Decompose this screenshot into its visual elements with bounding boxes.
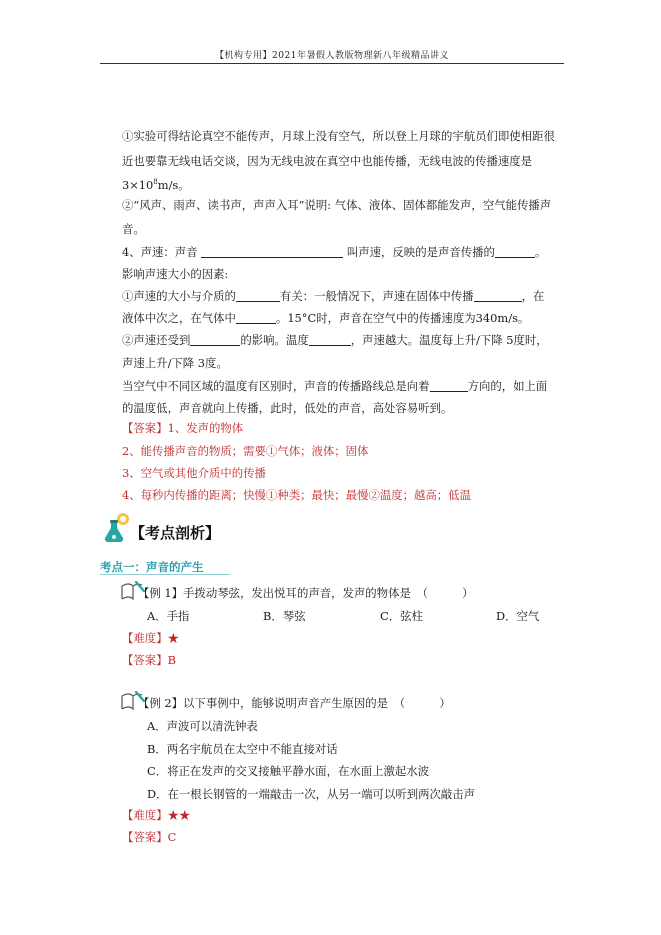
ex1-option-b: B．琴弦 <box>263 609 306 623</box>
f1-text-a: ①声速的大小与介质的 <box>122 289 236 303</box>
ex2-option-c: C．将正在发声的交叉接触平静水面，在水面上激起水波 <box>147 764 430 778</box>
answer-line: 4、每秒内传播的距离；快慢①种类；最快；最慢②温度；越高；低温 <box>122 488 471 502</box>
answer-line: 【答案】1、发声的物体 <box>122 421 244 435</box>
f1-text-c: ，在 <box>521 289 545 303</box>
fill-blank <box>190 333 240 346</box>
f2-text-b: 的影响。温度 <box>240 333 309 347</box>
ex1-difficulty <box>122 630 179 646</box>
p3-text-a: 当空气中不同区域的温度有区别时，声音的传播路线总是向着 <box>122 379 430 393</box>
factor-2 <box>122 332 548 348</box>
f2-text-c: ，声速越大。温度每上升/下降 5度时， <box>350 333 548 347</box>
answer-label: 【答案】 <box>122 830 168 844</box>
fill-blank <box>236 311 276 324</box>
fill-blank <box>201 245 343 258</box>
text-line: 近也要靠无线电话交谈，因为无线电波在真空中也能传播，无线电波的传播速度是 <box>122 154 533 168</box>
header-rule <box>100 63 564 64</box>
text-line <box>122 177 190 193</box>
section-title: 【考点剖析】 <box>130 524 221 542</box>
difficulty-label: 【难度】 <box>122 808 168 822</box>
f1-text-b: 有关：一般情况下，声速在固体中传播 <box>279 289 474 303</box>
fill-blank <box>430 379 468 392</box>
ex2-option-d: D．在一根长钢管的一端敲击一次，从另一端可以听到两次敲击声 <box>147 787 476 801</box>
f1-text-e: 。15°C时，声音在空气中的传播速度为340m/s。 <box>275 311 530 325</box>
text-line: 影响声速大小的因素: <box>122 267 229 281</box>
page-header: 【机构专用】2021年暑假人教版物理新八年级精品讲义 <box>215 51 449 61</box>
speed-base: 3×10 <box>122 178 154 192</box>
factor-1 <box>122 288 544 304</box>
p3-text-b: 方向的，如上面 <box>467 379 548 393</box>
answer-value: B <box>167 653 176 667</box>
speed-exponent: 8 <box>153 178 158 186</box>
difficulty-stars: ★★ <box>167 808 191 822</box>
topic-heading: 考点一：声音的产生 <box>100 560 204 574</box>
factor-2-cont: 声速上升/下降 3度。 <box>122 356 228 370</box>
topic-rule <box>100 574 230 575</box>
ex1-answer <box>122 652 176 668</box>
fill-blank <box>474 289 522 302</box>
speed-unit: m/s。 <box>157 178 190 192</box>
answer-value: C <box>167 830 177 844</box>
text-line: ①实验可得结论真空不能传声，月球上没有空气，所以登上月球的宇航员们即使相距很 <box>122 129 555 143</box>
ex1-option-d: D．空气 <box>496 609 540 623</box>
q4-text-c: 。 <box>534 245 547 259</box>
q4-text-b: 叫声速，反映的是声音传播的 <box>346 245 495 259</box>
answer-label: 【答案】 <box>122 653 168 667</box>
ex1-option-a: A．手指 <box>147 609 190 623</box>
ex2-option-a: A．声波可以清洗钟表 <box>147 719 258 733</box>
difficulty-label: 【难度】 <box>122 631 168 645</box>
ex2-difficulty <box>122 807 190 823</box>
text-line: 音。 <box>122 222 145 236</box>
question-4 <box>122 244 546 260</box>
ex2-option-b: B．两名宇航员在太空中不能直接对话 <box>147 742 338 756</box>
ex2-answer <box>122 829 176 845</box>
factor-1-cont <box>122 310 529 326</box>
answer-line: 3、空气或其他介质中的传播 <box>122 466 266 480</box>
example-2-question: 【例 2】以下事例中，能够说明声音产生原因的是 （ ） <box>138 696 451 710</box>
answer-line: 2、能传播声音的物质；需要①气体；液体；固体 <box>122 444 369 458</box>
q4-text-a: 4、声速：声音 <box>122 245 198 259</box>
difficulty-stars: ★ <box>167 631 179 645</box>
f2-text-a: ②声速还受到 <box>122 333 191 347</box>
fill-blank <box>309 333 351 346</box>
fill-blank <box>236 289 280 302</box>
example-1-question: 【例 1】手拨动琴弦，发出悦耳的声音，发声的物体是 （ ） <box>138 586 474 600</box>
text-line: ②“风声、雨声、读书声，声声入耳”说明: 气体、液体、固体都能发声，空气能传播声 <box>122 198 552 212</box>
fill-blank <box>495 245 535 258</box>
ex1-option-c: C．弦柱 <box>380 609 423 623</box>
f1-text-d: 液体中次之，在气体中 <box>122 311 236 325</box>
paragraph-3 <box>122 378 547 394</box>
paragraph-3-cont: 的温度低，声音就向上传播，此时，低处的声音，高处容易听到。 <box>122 401 453 415</box>
